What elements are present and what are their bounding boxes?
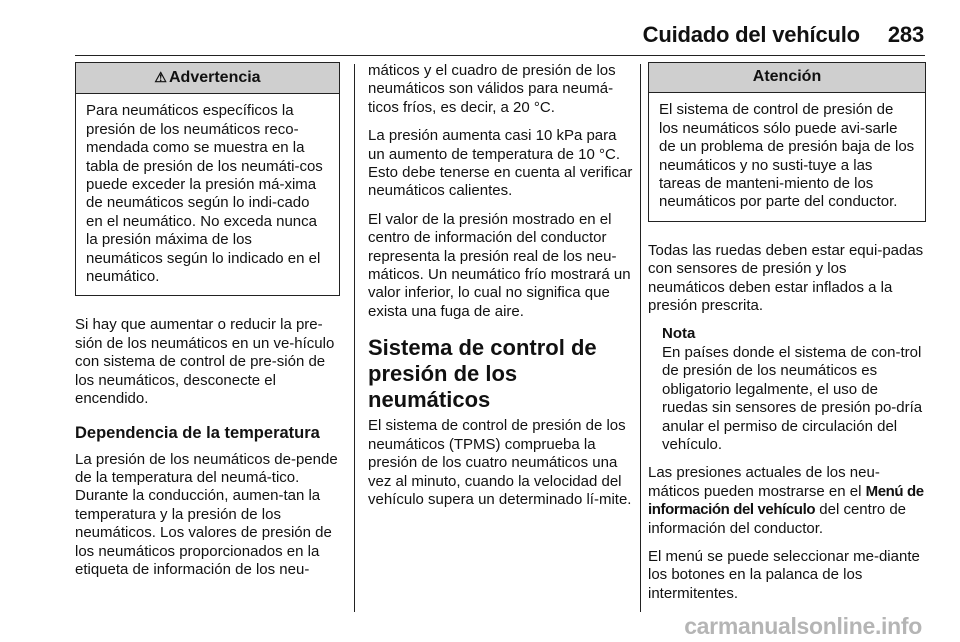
- header-rule: [75, 55, 925, 56]
- column-3: [648, 62, 926, 613]
- menu-rest-text: del centro de información del conductor.: [648, 501, 907, 537]
- warning-title: Advertencia: [168, 69, 261, 86]
- subheading-temperature: Dependencia de la temperatura: [75, 423, 320, 442]
- attention-box: [648, 62, 926, 222]
- paragraph: El sistema de control de presión de los neumáticos (TPMS) comprueba la presión de los cuatro neumáticos una vez al minuto, cuando la velocidad del vehículo supera un determinado lí-mite.: [368, 417, 632, 508]
- column-2: [368, 62, 633, 519]
- warning-icon: ⚠: [154, 69, 167, 85]
- column-1: [75, 62, 340, 589]
- column-divider-1: [354, 64, 355, 612]
- menu-intro-text: Las presiones actuales de los neu-máticos pueden mostrarse en el: [648, 464, 880, 500]
- paragraph: máticos y el cuadro de presión de los neumáticos son válidos para neumá-ticos fríos, es decir, a 20 °C.: [368, 62, 616, 116]
- page-title: Cuidado del vehículo: [642, 22, 860, 47]
- note-body: En países donde el sistema de con-trol de presión de los neumáticos es obligatorio legalmente, el uso de ruedas sin sensores de presión po-dría anular el permiso de circulación del vehículo.: [662, 343, 923, 453]
- page-header: [643, 22, 924, 48]
- paragraph: El menú se puede seleccionar me-diante los botones en la palanca de los intermitentes.: [648, 547, 920, 602]
- page-number: 283: [887, 22, 924, 47]
- paragraph: La presión aumenta casi 10 kPa para un aumento de temperatura de 10 °C. Esto debe tenerse en cuenta al verificar neumáticos calientes.: [368, 127, 633, 200]
- column-divider-2: [640, 64, 641, 612]
- warning-box: [75, 62, 340, 296]
- paragraph: Si hay que aumentar o reducir la pre-sión de los neumáticos en un ve-hículo con sistema de control de pre-sión de los neumáticos, desconecte el encendido.: [75, 316, 335, 408]
- watermark: carmanualsonline.info: [684, 613, 922, 639]
- warning-box-header: [76, 63, 339, 94]
- paragraph: El valor de la presión mostrado en el centro de información del conductor representa la presión real de los neu-máticos. Un neumático frío mostrará un valor inferior, lo cual no significa que exista una fuga de aire.: [368, 210, 631, 320]
- paragraph: [648, 464, 926, 538]
- menu-name: Menú de información del vehículo: [648, 482, 924, 519]
- warning-body: Para neumáticos específicos la presión de los neumáticos reco-mendada como se muestra en la tabla de presión de los neumáti-cos puede exceder la presión má-xima de neumáticos según lo indi-cado en el neumático. No exceda nunca la presión máxima de los neumáticos según lo indicado en el neumático.: [86, 102, 323, 286]
- section-heading: Sistema de control de presión de los neumáticos: [368, 335, 597, 413]
- paragraph: Todas las ruedas deben estar equi-padas con sensores de presión y los neumáticos deben estar inflados a la presión prescrita.: [648, 241, 924, 315]
- attention-box-header: Atención: [649, 63, 925, 93]
- paragraph: La presión de los neumáticos de-pende de la temperatura del neumá-tico. Durante la conducción, aumen-tan la temperatura y la presión de los neumáticos. Los valores de presión de los neumáticos proporcionados en la etiqueta de información de los neu-: [75, 450, 338, 578]
- attention-body: El sistema de control de presión de los neumáticos sólo puede avi-sarle de un problema de presión baja de los neumáticos y no susti-tuye a las tareas de manteni-miento de los neumáticos por parte del conductor.: [659, 101, 915, 211]
- note-block: [662, 325, 926, 454]
- note-title: Nota: [662, 325, 696, 343]
